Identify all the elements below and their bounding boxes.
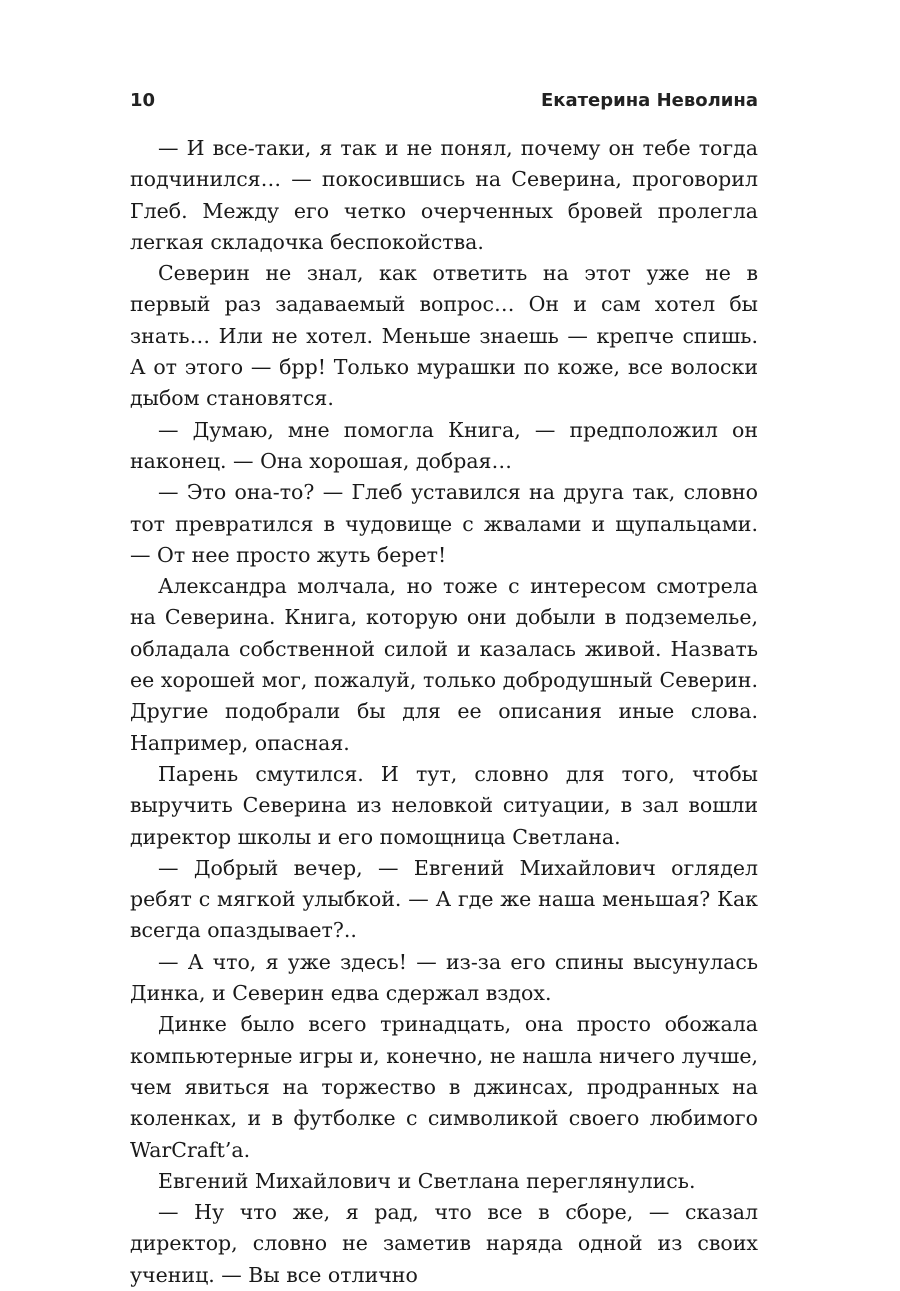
paragraph: Динке было всего тринадцать, она просто обожала компьютерные игры и, конечно, не нашла ничего лучше, чем явиться на торжество в джинсах, продранных на коленках, и в футболке с символикой своего любимого WarCraft’a. bbox=[130, 1012, 758, 1162]
paragraph: — А что, я уже здесь! — из-за его спины высунулась Динка, и Северин едва сдержал вздох. bbox=[130, 949, 758, 1006]
paragraph: — И все-таки, я так и не понял, почему он тебе тогда подчинился… — покосившись на Северина, проговорил Глеб. Между его четко очерченных бровей пролегла легкая складочка беспокойства. bbox=[130, 136, 758, 254]
paragraph: — Думаю, мне помогла Книга, — предположил он наконец. — Она хорошая, добрая… bbox=[130, 417, 758, 473]
page-number: 10 bbox=[130, 90, 156, 111]
paragraph: Северин не знал, как ответить на этот уже не в первый раз задаваемый вопрос… Он и сам хотел бы знать… Или не хотел. Меньше знаешь — крепче спишь. А от этого — брр! Только мурашки по коже, все волоски дыбом становятся. bbox=[130, 261, 758, 411]
paragraph: Александра молчала, но тоже с интересом смотрела на Северина. Книга, которую они добыли в подземелье, обладала собственной силой и казалась живой. Назвать ее хорошей мог, пожалуй, только добродушный Северин. Другие подобрали бы для ее описания иные слова. Например, опасная. bbox=[130, 574, 758, 755]
paragraph: — Это она-то? — Глеб уставился на друга так, словно тот превратился в чудовище с жвалами и щупальцами. — От нее просто жуть берет! bbox=[130, 480, 758, 567]
paragraph: Евгений Михайлович и Светлана переглянулись. bbox=[158, 1168, 696, 1193]
paragraph: — Добрый вечер, — Евгений Михайлович оглядел ребят с мягкой улыбкой. — А где же наша меньшая? Как всегда опаздывает?.. bbox=[130, 855, 758, 943]
author-name: Екатерина Неволина bbox=[540, 90, 758, 111]
paragraph: Парень смутился. И тут, словно для того, чтобы выручить Северина из неловкой ситуации, в зал вошли директор школы и его помощница Светлана. bbox=[130, 761, 758, 849]
body-text bbox=[130, 133, 758, 1291]
paragraph: — Ну что же, я рад, что все в сборе, — сказал директор, словно не заметив наряда одной из своих учениц. — Вы все отлично bbox=[130, 1200, 758, 1287]
running-head bbox=[130, 90, 758, 116]
